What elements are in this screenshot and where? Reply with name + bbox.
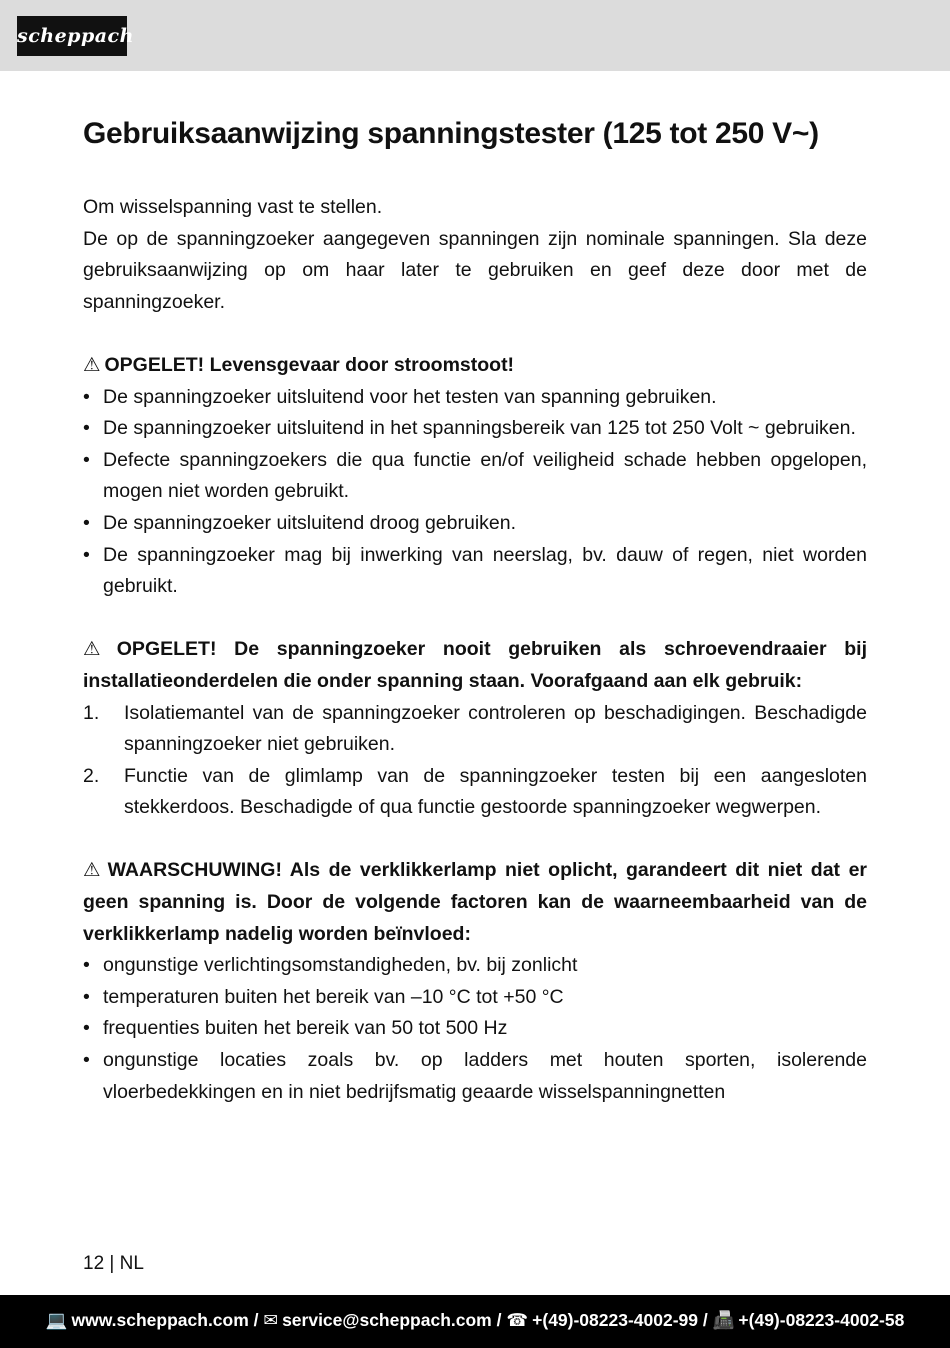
warning-triangle-icon: ⚠ [83,859,104,882]
main-content [83,114,867,1108]
list-item [83,445,867,508]
warning-section-1 [83,350,867,603]
phone-icon: ☎ [506,1310,529,1330]
warning-heading-1 [83,350,867,382]
list-item-text: ongunstige locaties zoals bv. op ladders met houten sporten, isolerende vloerbedekkingen en in niet bedrijfsmatig geaarde wisselspanningnetten [103,1049,867,1103]
bullet-icon: • [83,511,90,534]
list-item-text: ongunstige verlichtingsomstandigheden, bv. bij zonlicht [103,954,578,977]
list-item-text: De spanningzoeker uitsluitend in het spanningsbereik van 125 tot 250 Volt ~ gebruiken. [103,417,856,440]
warning-heading-2 [83,634,867,697]
steps-list [83,698,867,824]
bullet-icon: • [83,543,90,566]
bullet-icon: • [83,385,90,408]
warning-list-3 [83,950,867,1108]
footer-separator: / [491,1310,507,1330]
mail-icon: ✉ [263,1310,279,1330]
list-item-text: De spanningzoeker uitsluitend droog gebruiken. [103,511,517,534]
list-item [83,540,867,603]
step-number: 2. [83,764,100,787]
intro-line-2: De op de spanningzoeker aangegeven spanningen zijn nominale spanningen. Sla deze gebruiksaanwijzing op om haar later te gebruiken en geef deze door met de spanningzoeker. [83,227,867,313]
page-footer [0,1295,950,1348]
list-item [83,698,867,761]
footer-phone: +(49)-08223-4002-99 [532,1310,699,1330]
list-item-text: De spanningzoeker mag bij inwerking van neerslag, bv. dauw of regen, niet worden gebruikt. [103,543,867,598]
page-header [0,0,950,71]
warning-triangle-icon: ⚠ [83,353,101,376]
warning-heading-2-text: OPGELET! De spanningzoeker nooit gebruiken als schroevendraaier bij installatieonderdelen die onder spanning staan. Voorafgaand aan elk gebruik: [83,638,867,692]
list-item-text: temperaturen buiten het bereik van –10 °C tot +50 °C [103,985,564,1008]
footer-separator: / [248,1310,264,1330]
list-item [83,413,867,445]
list-item [83,1045,867,1108]
list-item [83,382,867,414]
bullet-icon: • [83,1017,90,1040]
warning-section-2 [83,634,867,824]
footer-fax: +(49)-08223-4002-58 [738,1310,905,1330]
warning-heading-3 [83,855,867,950]
footer-email: service@scheppach.com [282,1310,492,1330]
page-title: Gebruiksaanwijzing spanningstester (125 tot 250 V~) [83,117,819,150]
warning-list-1 [83,382,867,603]
bullet-icon: • [83,448,90,471]
list-item-text: Defecte spanningzoekers die qua functie en/of veiligheid schade hebben opgelopen, mogen niet worden gebruikt. [103,448,867,503]
computer-icon: 💻 [45,1310,68,1330]
scheppach-logo: scheppach [17,16,127,56]
list-item [83,1013,867,1045]
list-item [83,761,867,824]
list-item [83,508,867,540]
list-item-text: frequenties buiten het bereik van 50 tot 500 Hz [103,1017,508,1040]
bullet-icon: • [83,417,90,440]
list-item-text: De spanningzoeker uitsluitend voor het testen van spanning gebruiken. [103,385,717,408]
list-item-text: Functie van de glimlamp van de spanningzoeker testen bij een aangesloten stekkerdoos. Beschadigde of qua functie gestoorde spanningzoeker wegwerpen. [124,764,867,819]
footer-website: www.scheppach.com [71,1310,249,1330]
warning-heading-1-text: OPGELET! Levensgevaar door stroomstoot! [104,353,515,376]
list-item [83,982,867,1014]
warning-heading-3-text: WAARSCHUWING! Als de verklikkerlamp niet oplicht, garandeert dit niet dat er geen spanning is. Door de volgende factoren kan de waarneembaarheid van de verklikkerlamp nadelig worden beïnvloed: [83,859,867,945]
footer-separator: / [698,1310,713,1330]
bullet-icon: • [83,1049,90,1072]
intro-line-1: Om wisselspanning vast te stellen. [83,196,383,218]
warning-section-3 [83,855,867,1108]
fax-icon: 📠 [712,1310,735,1330]
step-number: 1. [83,701,100,724]
page-number: 12 | NL [83,1253,144,1274]
intro-section [83,192,867,318]
warning-triangle-icon: ⚠ [83,638,113,661]
list-item [83,950,867,982]
list-item-text: Isolatiemantel van de spanningzoeker controleren op beschadigingen. Beschadigde spanningzoeker niet gebruiken. [124,701,867,756]
bullet-icon: • [83,985,90,1008]
bullet-icon: • [83,954,90,977]
